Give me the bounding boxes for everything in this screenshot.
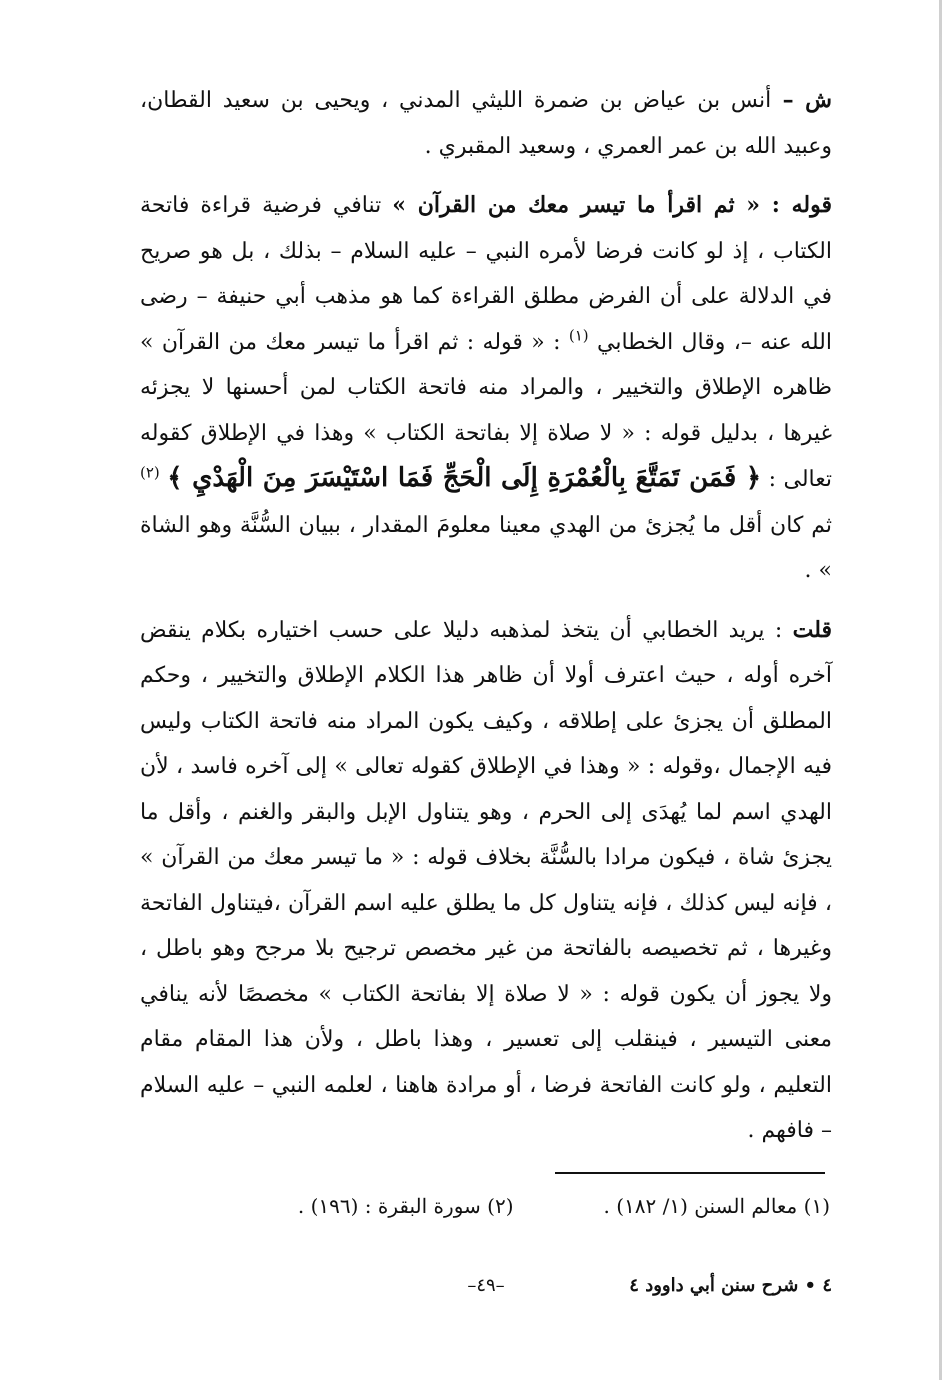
page-edge-shadow bbox=[939, 0, 942, 1380]
page-body bbox=[140, 78, 832, 1154]
paragraph-2 bbox=[140, 183, 832, 594]
paragraph-1-text: أنس بن عياض بن ضمرة الليثي المدني ، ويحيى بن سعيد القطان، وعبيد الله بن عمر العمري ، وسعيد المقبري . bbox=[140, 88, 832, 159]
paragraph-2-quote: « ثم اقرأ ما تيسر معك من القرآن » bbox=[392, 192, 761, 218]
paragraph-2-text-c: ثم كان أقل ما يُجزئ من الهدي معينا معلومَ المقدار ، ببيان السُّنَّة وهو الشاة » . bbox=[140, 512, 832, 583]
page-footer bbox=[140, 1275, 832, 1309]
paragraph-1 bbox=[140, 78, 832, 169]
page-number: –٤٩– bbox=[467, 1275, 505, 1296]
quran-verse: ﴿ فَمَن تَمَتَّعَ بِالْعُمْرَةِ إِلَى الْحَجِّ فَمَا اسْتَيْسَرَ مِنَ الْهَدْيِ ﴾ bbox=[167, 463, 762, 493]
paragraph-2-lead: قوله : bbox=[760, 192, 832, 218]
paragraph-3-lead: قلت bbox=[792, 616, 832, 643]
running-title: ٤ • شرح سنن أبي داوود ٤ bbox=[629, 1275, 832, 1296]
paragraph-3-text: : يريد الخطابي أن يتخذ لمذهبه دليلا على حسب اختياره بكلام ينقض آخره أوله ، حيث اعترف أولا أن ظاهر هذا الكلام الإطلاق والتخيير ، وحكم المطلق أن يجزئ على إطلاقه ، وكيف يكون المراد منه فاتحة الكتاب وليس فيه الإجمال ،وقوله : « وهذا في الإطلاق كقوله تعالى » إلى آخره فاسد ، لأن الهدي اسم لما يُهدَى إلى الحرم ، وهو يتناول الإبل والبقر والغنم ، وأقل ما يجزئ شاة ، فيكون مرادا بالسُّنَّة بخلاف قوله : « ما تيسر معك من القرآن » ، فإنه ليس كذلك ، فإنه يتناول كل ما يطلق عليه اسم القرآن ،فيتناول الفاتحة وغيرها ، ثم تخصيصه بالفاتحة من غير مخصص ترجيح بلا مرجح وهو باطل ، ولا يجوز أن يكون قوله : « لا صلاة إلا بفاتحة الكتاب » مخصصًا لأنه ينافي معنى التيسير ، فينقلب إلى تعسير ، وهذا باطل ، ولأن هذا المقام مقام التعليم ، ولو كانت الفاتحة فرضا ، أو مرادة هاهنا ، لعلمه النبي – عليه السلام – فافهم . bbox=[140, 617, 832, 1143]
paragraph-3 bbox=[140, 608, 832, 1154]
paragraph-2-text-a: تنافي فرضية قراءة فاتحة الكتاب ، إذ لو كانت فرضا لأمره النبي – عليه السلام – بذلك ، بل هو صريح في الدلالة على أن الفرض مطلق القراءة كما هو مذهب أبي حنيفة – رضى الله عنه –، وقال الخطابي bbox=[140, 193, 832, 355]
footnotes bbox=[190, 1190, 830, 1222]
footnote-ref-1[interactable]: (١) bbox=[568, 326, 589, 345]
footnote-separator bbox=[555, 1172, 825, 1174]
footnote-1: (١) معالم السنن (١/ ١٨٢) . bbox=[603, 1194, 830, 1218]
footnote-2: (٢) سورة البقرة : (١٩٦) . bbox=[297, 1194, 514, 1218]
paragraph-2-text-b: : « قوله : ثم اقرأ ما تيسر معك من القرآن » ظاهره الإطلاق والتخيير ، والمراد منه فاتحة الكتاب لمن أحسنها لا يجزئه غيرها ، بدليل قوله : « لا صلاة إلا بفاتحة الكتاب » وهذا في الإطلاق كقوله تعالى : bbox=[140, 329, 832, 492]
footnote-ref-2[interactable]: (٢) bbox=[140, 463, 160, 482]
paragraph-1-lead: ش – bbox=[771, 87, 832, 113]
